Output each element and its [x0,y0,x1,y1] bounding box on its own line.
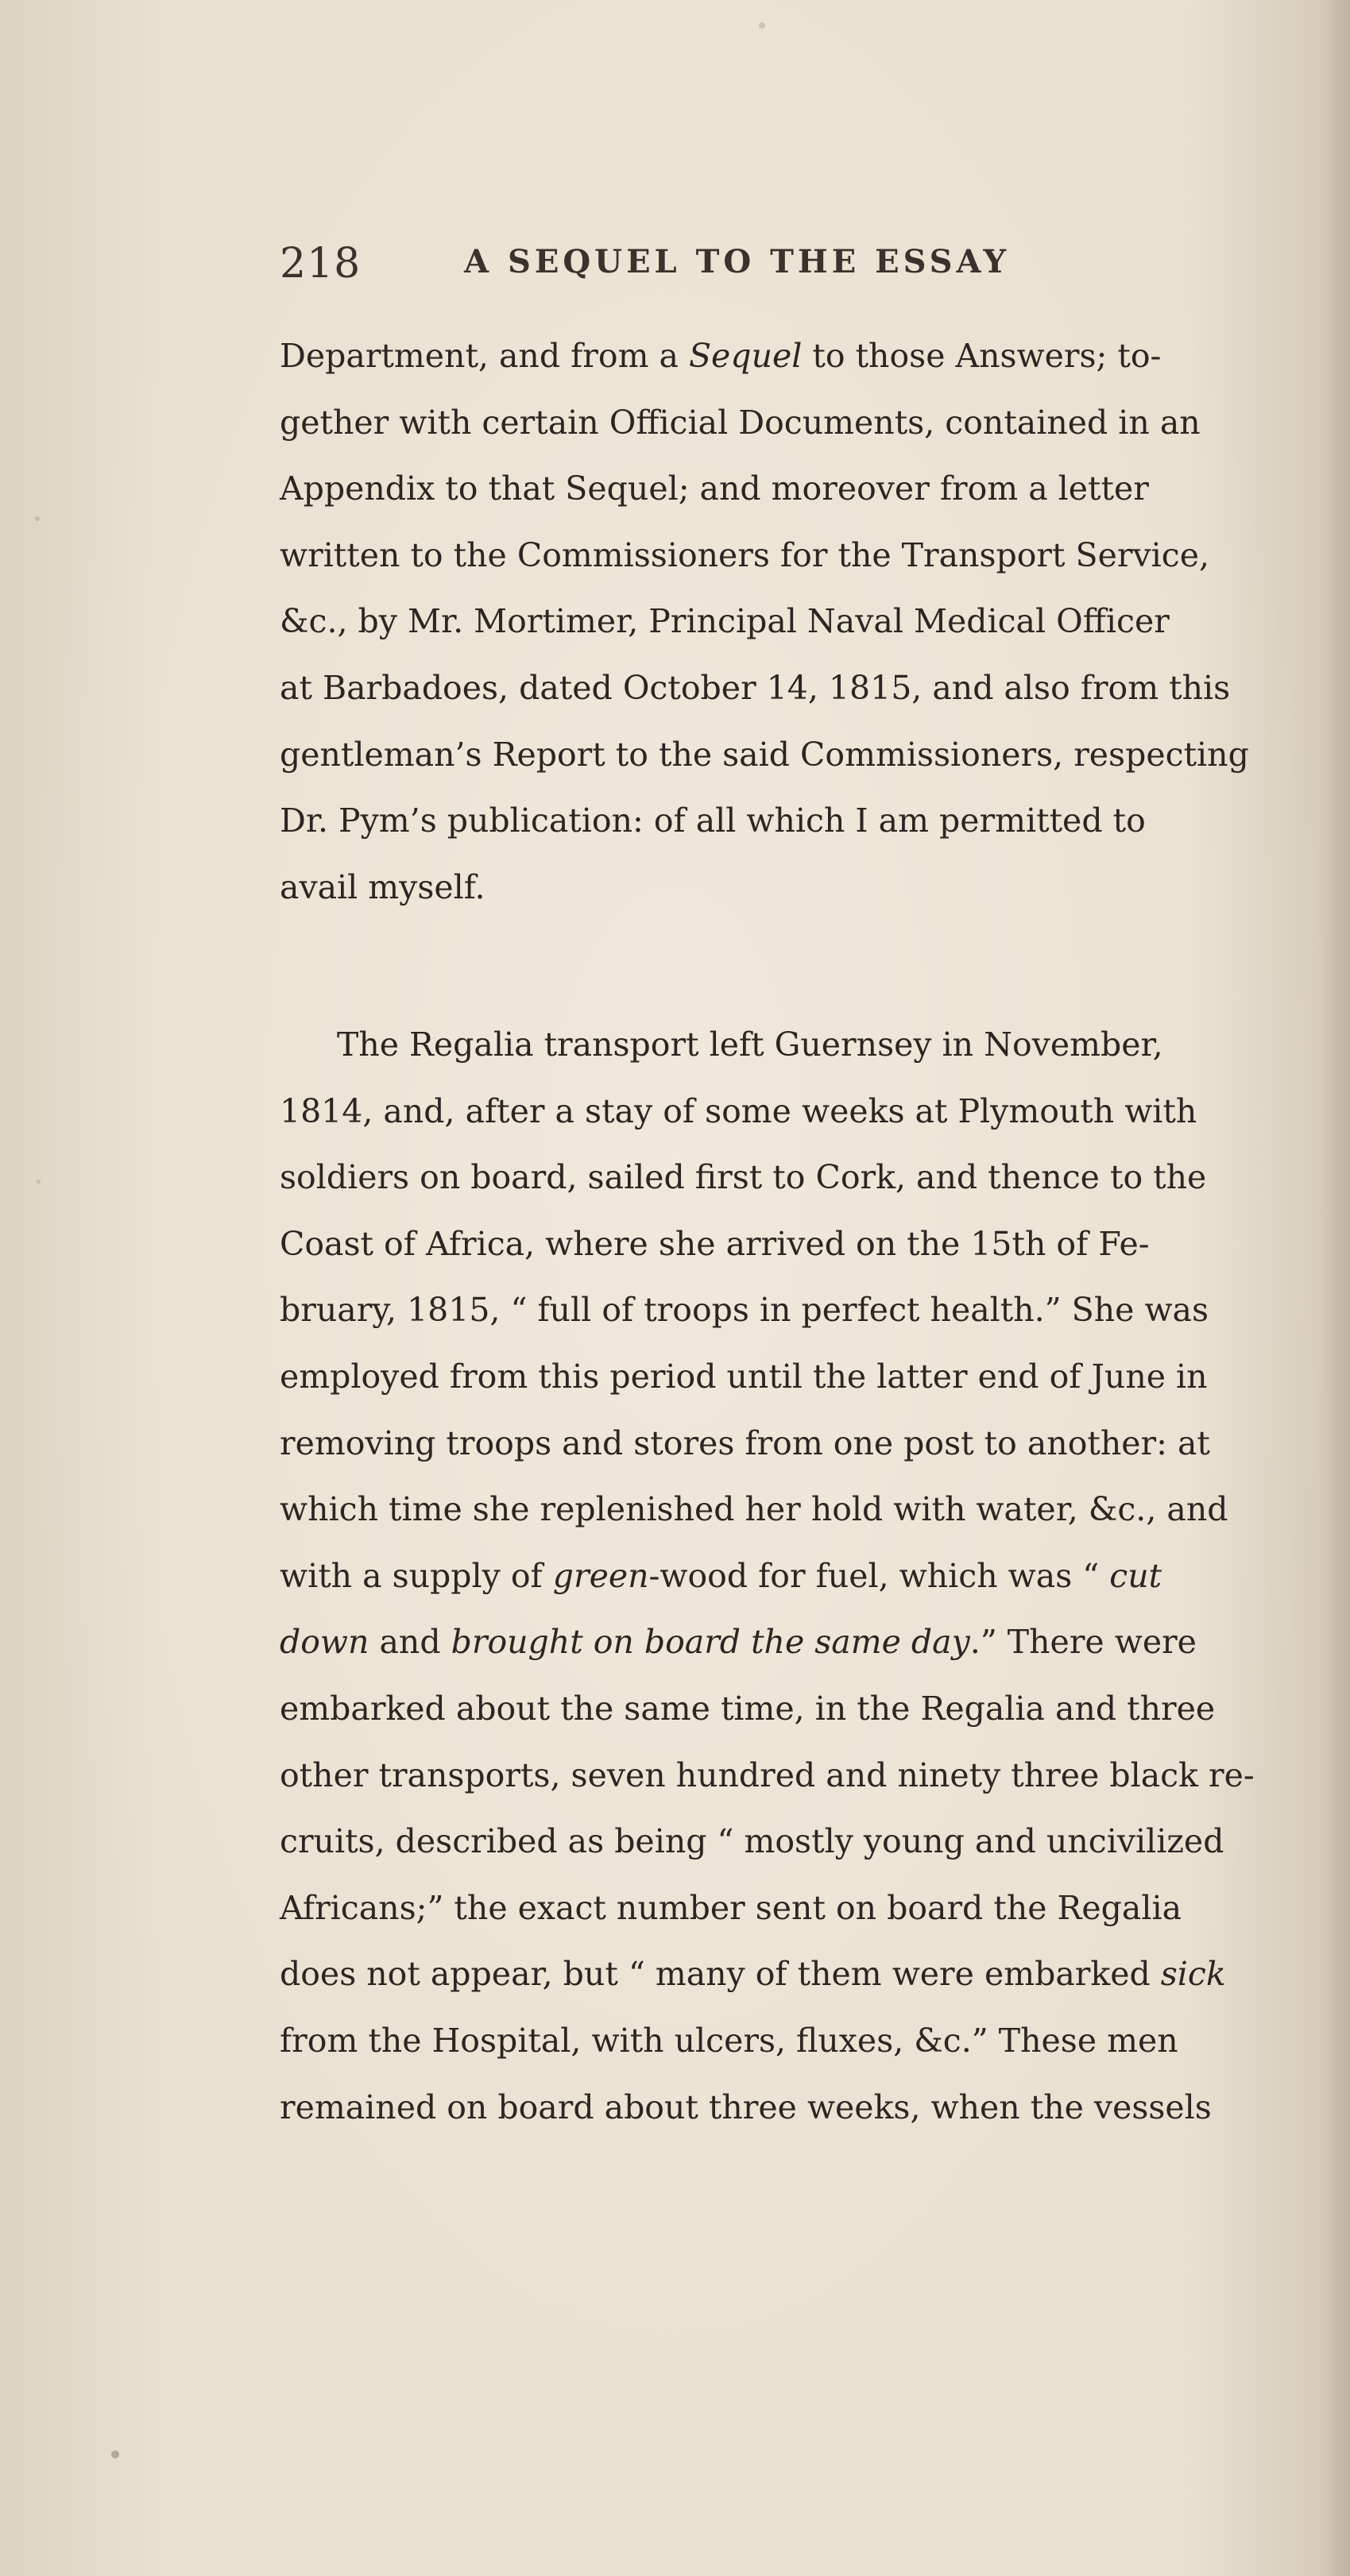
running-title: A SEQUEL TO THE ESSAY [464,243,1011,280]
italic-text: Sequel [688,337,803,375]
foxing-spot [759,22,765,29]
text-line: avail myself. [280,867,485,906]
text-line: bruary, 1815, “ full of troops in perfect health.” She was [280,1291,1209,1330]
page-number: 218 [280,240,362,288]
text-line: &c., by Mr. Mortimer, Principal Naval Medical Officer [280,602,1170,641]
text-line: does not appear, but “ many of them were embarked sick [280,1955,1226,1994]
italic-text: green [552,1556,649,1595]
italic-text: sick [1160,1955,1226,1994]
text-line: written to the Commissioners for the Transport Service, [280,535,1210,574]
text-line: cruits, described as being “ mostly young and uncivilized [280,1822,1224,1861]
foxing-spot [35,516,40,521]
text-line: down and brought on board the same day.” There were [280,1623,1197,1662]
text-line: gether with certain Official Documents, contained in an [280,403,1201,442]
text-line: Department, and from a Sequel to those Answers; to- [280,337,1162,375]
text-line: other transports, seven hundred and ninety three black re- [280,1755,1255,1794]
text-line: with a supply of green-wood for fuel, which was “ cut [280,1556,1162,1595]
text-line: employed from this period until the latter end of June in [280,1358,1208,1396]
text-line: Appendix to that Sequel; and moreover from a letter [280,469,1149,508]
italic-text: down [280,1623,369,1662]
text-line: Coast of Africa, where she arrived on the 15th of Fe- [280,1224,1150,1263]
text-line: embarked about the same time, in the Regalia and three [280,1690,1216,1728]
page-header [280,232,1233,311]
italic-text: brought on board the same day [451,1623,970,1662]
foxing-spot [111,2450,119,2458]
text-line: which time she replenished her hold with water, &c., and [280,1490,1228,1529]
text-line: removing troops and stores from one post to another: at [280,1423,1210,1462]
text-line: Africans;” the exact number sent on board the Regalia [280,1888,1182,1927]
text-line: soldiers on board, sailed first to Cork, and thence to the [280,1158,1207,1197]
text-line: from the Hospital, with ulcers, fluxes, &c.” These men [280,2022,1178,2060]
text-line: gentleman’s Report to the said Commissioners, respecting [280,735,1249,774]
text-line: at Barbadoes, dated October 14, 1815, and also from this [280,669,1231,707]
page-fold-shadow [1318,0,1350,2576]
text-line: The Regalia transport left Guernsey in November, [337,1025,1163,1064]
text-line: 1814, and, after a stay of some weeks at Plymouth with [280,1091,1197,1130]
italic-text: cut [1109,1556,1162,1595]
text-line: Dr. Pym’s publication: of all which I am permitted to [280,801,1146,840]
foxing-spot [37,1180,41,1184]
text-line: remained on board about three weeks, when the vessels [280,2087,1212,2126]
